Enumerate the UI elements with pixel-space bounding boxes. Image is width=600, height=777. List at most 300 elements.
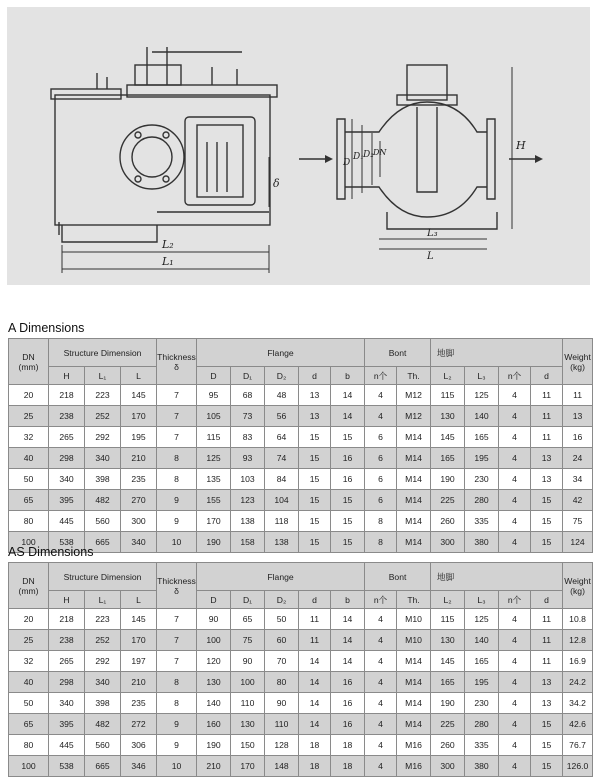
table-cell: 15 bbox=[331, 490, 365, 511]
table-cell: 83 bbox=[231, 427, 265, 448]
table-cell: 4 bbox=[365, 735, 397, 756]
table-cell: 13 bbox=[563, 406, 593, 427]
table-cell: 15 bbox=[531, 714, 563, 735]
table-cell: 13 bbox=[531, 448, 563, 469]
table-cell: 25 bbox=[9, 630, 49, 651]
table-cell: 125 bbox=[465, 385, 499, 406]
subheader-l1: L₁ bbox=[85, 591, 121, 609]
header-dn: DN (mm) bbox=[9, 339, 49, 385]
table-cell: 145 bbox=[431, 427, 465, 448]
subheader-d2: D₂ bbox=[265, 367, 299, 385]
table-cell: 395 bbox=[49, 490, 85, 511]
table-cell: 100 bbox=[9, 756, 49, 777]
subheader-th: Th. bbox=[397, 591, 431, 609]
table-cell: 50 bbox=[9, 693, 49, 714]
table-cell: 14 bbox=[331, 609, 365, 630]
table-row bbox=[9, 406, 593, 427]
table-cell: 265 bbox=[49, 427, 85, 448]
table-row bbox=[9, 630, 593, 651]
table-cell: 380 bbox=[465, 532, 499, 553]
table-cell: 340 bbox=[49, 469, 85, 490]
table-cell: 14 bbox=[331, 385, 365, 406]
subheader-d-small: d bbox=[299, 591, 331, 609]
table-cell: 90 bbox=[197, 609, 231, 630]
table-cell: M14 bbox=[397, 469, 431, 490]
table-cell: 105 bbox=[197, 406, 231, 427]
table-cell: 11 bbox=[531, 630, 563, 651]
table-cell: 165 bbox=[431, 672, 465, 693]
table-cell: 50 bbox=[9, 469, 49, 490]
table-cell: 665 bbox=[85, 756, 121, 777]
table-cell: 13 bbox=[299, 406, 331, 427]
table-cell: 130 bbox=[197, 672, 231, 693]
table-row bbox=[9, 714, 593, 735]
table-cell: 20 bbox=[9, 609, 49, 630]
table-cell: 7 bbox=[157, 385, 197, 406]
table-cell: 128 bbox=[265, 735, 299, 756]
right-outlet-flange bbox=[487, 119, 495, 199]
table-cell: 340 bbox=[85, 672, 121, 693]
label-d2: D₂ bbox=[363, 150, 374, 160]
table-cell: 16 bbox=[331, 469, 365, 490]
table-cell: 190 bbox=[197, 532, 231, 553]
table-cell: 340 bbox=[121, 532, 157, 553]
table-cell: 335 bbox=[465, 511, 499, 532]
table-cell: 210 bbox=[121, 672, 157, 693]
table-cell: 15 bbox=[299, 427, 331, 448]
table-cell: 15 bbox=[299, 448, 331, 469]
table-cell: 252 bbox=[85, 630, 121, 651]
table-cell: 8 bbox=[365, 511, 397, 532]
table-cell: 15 bbox=[531, 532, 563, 553]
table-cell: 4 bbox=[365, 714, 397, 735]
table-cell: 14 bbox=[299, 672, 331, 693]
table-cell: 15 bbox=[331, 511, 365, 532]
table-cell: 8 bbox=[157, 693, 197, 714]
table-cell: 155 bbox=[197, 490, 231, 511]
table-cell: 14 bbox=[299, 651, 331, 672]
table-cell: 170 bbox=[121, 630, 157, 651]
header-weight: Weight (kg) bbox=[563, 563, 593, 609]
table-cell: 280 bbox=[465, 490, 499, 511]
table-cell: M16 bbox=[397, 756, 431, 777]
table-cell: M12 bbox=[397, 385, 431, 406]
table-cell: 270 bbox=[121, 490, 157, 511]
table-cell: 7 bbox=[157, 630, 197, 651]
table-cell: 74 bbox=[265, 448, 299, 469]
table-cell: 7 bbox=[157, 406, 197, 427]
table-cell: 380 bbox=[465, 756, 499, 777]
table-cell: M12 bbox=[397, 406, 431, 427]
right-basket bbox=[417, 107, 437, 192]
table-cell: 10 bbox=[157, 756, 197, 777]
label-l: L bbox=[427, 251, 434, 262]
header-structure: Structure Dimension bbox=[49, 339, 157, 367]
table-cell: 195 bbox=[465, 448, 499, 469]
table-cell: 11 bbox=[299, 630, 331, 651]
table-cell: 16 bbox=[331, 693, 365, 714]
table-cell: 76.7 bbox=[563, 735, 593, 756]
table-cell: 4 bbox=[499, 427, 531, 448]
table-cell: 4 bbox=[365, 651, 397, 672]
subheader-l2: L₂ bbox=[431, 367, 465, 385]
table-cell: 145 bbox=[121, 385, 157, 406]
subheader-bolt-n: n个 bbox=[365, 367, 397, 385]
table-cell: 60 bbox=[265, 630, 299, 651]
table-cell: 170 bbox=[197, 511, 231, 532]
table-cell: 110 bbox=[265, 714, 299, 735]
table-cell: 100 bbox=[197, 630, 231, 651]
table-cell: 118 bbox=[265, 511, 299, 532]
label-delta: δ bbox=[273, 177, 280, 190]
table-cell: 138 bbox=[265, 532, 299, 553]
table-cell: 64 bbox=[265, 427, 299, 448]
table-cell: 165 bbox=[465, 651, 499, 672]
table-cell: 80 bbox=[9, 735, 49, 756]
table-cell: 15 bbox=[299, 469, 331, 490]
subheader-foot-n: n个 bbox=[499, 367, 531, 385]
table-cell: 34.2 bbox=[563, 693, 593, 714]
subheader-b: b bbox=[331, 591, 365, 609]
table-cell: 104 bbox=[265, 490, 299, 511]
table-cell: 56 bbox=[265, 406, 299, 427]
header-bont: Bont bbox=[365, 563, 431, 591]
table-cell: 218 bbox=[49, 609, 85, 630]
table-cell: 14 bbox=[331, 651, 365, 672]
table-row bbox=[9, 448, 593, 469]
left-top-flange bbox=[51, 89, 121, 99]
table-cell: 165 bbox=[465, 427, 499, 448]
table-cell: 482 bbox=[85, 490, 121, 511]
table-cell: 4 bbox=[499, 490, 531, 511]
table-cell: 4 bbox=[499, 469, 531, 490]
table-cell: 4 bbox=[365, 385, 397, 406]
subheader-th: Th. bbox=[397, 367, 431, 385]
table-cell: 14 bbox=[331, 406, 365, 427]
table-cell: 445 bbox=[49, 735, 85, 756]
table-cell: 138 bbox=[231, 511, 265, 532]
table-cell: M14 bbox=[397, 714, 431, 735]
subheader-foot-d: d bbox=[531, 591, 563, 609]
table-cell: 50 bbox=[265, 609, 299, 630]
table-cell: 9 bbox=[157, 714, 197, 735]
table-cell: 14 bbox=[331, 630, 365, 651]
label-l1: L₁ bbox=[162, 255, 174, 268]
table-cell: 15 bbox=[531, 490, 563, 511]
table-row bbox=[9, 672, 593, 693]
table-cell: 100 bbox=[9, 532, 49, 553]
table-cell: M10 bbox=[397, 609, 431, 630]
header-thickness: Thickness δ bbox=[157, 339, 197, 385]
subheader-h: H bbox=[49, 367, 85, 385]
table-cell: 158 bbox=[231, 532, 265, 553]
table-cell: M14 bbox=[397, 427, 431, 448]
table-cell: 9 bbox=[157, 511, 197, 532]
table-cell: 10.8 bbox=[563, 609, 593, 630]
table-cell: 140 bbox=[197, 693, 231, 714]
header-dn: DN (mm) bbox=[9, 563, 49, 609]
table-cell: 165 bbox=[431, 448, 465, 469]
table-cell: M14 bbox=[397, 448, 431, 469]
table-cell: 65 bbox=[9, 490, 49, 511]
table-cell: 65 bbox=[9, 714, 49, 735]
table-cell: 8 bbox=[365, 532, 397, 553]
header-weight: Weight (kg) bbox=[563, 339, 593, 385]
table-cell: 140 bbox=[465, 406, 499, 427]
table-cell: 190 bbox=[431, 693, 465, 714]
subheader-d1: D₁ bbox=[231, 591, 265, 609]
table-cell: 13 bbox=[299, 385, 331, 406]
table-cell: 4 bbox=[365, 630, 397, 651]
table-cell: M14 bbox=[397, 693, 431, 714]
table-cell: 34 bbox=[563, 469, 593, 490]
table-cell: 300 bbox=[121, 511, 157, 532]
table-cell: 190 bbox=[197, 735, 231, 756]
table-cell: M14 bbox=[397, 672, 431, 693]
subheader-d-small: d bbox=[299, 367, 331, 385]
table-cell: 75 bbox=[231, 630, 265, 651]
table-cell: 11 bbox=[531, 385, 563, 406]
table-row bbox=[9, 609, 593, 630]
table-cell: 272 bbox=[121, 714, 157, 735]
label-l2: L₂ bbox=[162, 238, 174, 251]
table-cell: 93 bbox=[231, 448, 265, 469]
table-cell: 148 bbox=[265, 756, 299, 777]
table-cell: 125 bbox=[465, 609, 499, 630]
table-cell: 9 bbox=[157, 735, 197, 756]
table-cell: 335 bbox=[465, 735, 499, 756]
table-cell: 73 bbox=[231, 406, 265, 427]
table-row bbox=[9, 427, 593, 448]
table-cell: 210 bbox=[121, 448, 157, 469]
table-cell: 15 bbox=[331, 532, 365, 553]
table-cell: 395 bbox=[49, 714, 85, 735]
table-cell: 15 bbox=[299, 532, 331, 553]
table-cell: 12.8 bbox=[563, 630, 593, 651]
table-cell: 4 bbox=[499, 735, 531, 756]
subheader-d2: D₂ bbox=[265, 591, 299, 609]
table-cell: 195 bbox=[465, 672, 499, 693]
table-cell: 340 bbox=[49, 693, 85, 714]
table-cell: 20 bbox=[9, 385, 49, 406]
table-cell: 16 bbox=[563, 427, 593, 448]
subheader-b: b bbox=[331, 367, 365, 385]
table-cell: 15 bbox=[531, 756, 563, 777]
table-cell: 68 bbox=[231, 385, 265, 406]
table-cell: 4 bbox=[499, 651, 531, 672]
table-cell: 260 bbox=[431, 511, 465, 532]
table-cell: M16 bbox=[397, 735, 431, 756]
table-cell: 124 bbox=[563, 532, 593, 553]
table-cell: 32 bbox=[9, 651, 49, 672]
table-cell: 230 bbox=[465, 693, 499, 714]
table-cell: 24 bbox=[563, 448, 593, 469]
table-cell: 42 bbox=[563, 490, 593, 511]
table-cell: 4 bbox=[499, 714, 531, 735]
table-cell: 235 bbox=[121, 469, 157, 490]
table-cell: 123 bbox=[231, 490, 265, 511]
table-cell: 4 bbox=[499, 693, 531, 714]
table-cell: 8 bbox=[157, 448, 197, 469]
table-cell: 25 bbox=[9, 406, 49, 427]
table-cell: 14 bbox=[299, 714, 331, 735]
table-cell: 225 bbox=[431, 490, 465, 511]
table-cell: 130 bbox=[231, 714, 265, 735]
label-d-outer: D bbox=[343, 158, 351, 168]
table-cell: 40 bbox=[9, 448, 49, 469]
table-cell: 16 bbox=[331, 714, 365, 735]
table-cell: 560 bbox=[85, 735, 121, 756]
table-cell: 160 bbox=[197, 714, 231, 735]
table-cell: 538 bbox=[49, 532, 85, 553]
header-structure: Structure Dimension bbox=[49, 563, 157, 591]
table-cell: 4 bbox=[365, 609, 397, 630]
table-cell: 150 bbox=[231, 735, 265, 756]
table-cell: 482 bbox=[85, 714, 121, 735]
table-cell: 80 bbox=[9, 511, 49, 532]
table-cell: 16 bbox=[331, 672, 365, 693]
table-cell: 9 bbox=[157, 490, 197, 511]
table-cell: 306 bbox=[121, 735, 157, 756]
table-cell: 298 bbox=[49, 672, 85, 693]
table-cell: 4 bbox=[499, 511, 531, 532]
technical-drawing bbox=[7, 7, 590, 285]
table-cell: 197 bbox=[121, 651, 157, 672]
label-d1: D₁ bbox=[353, 152, 364, 162]
table-row bbox=[9, 651, 593, 672]
table-cell: 235 bbox=[121, 693, 157, 714]
table-cell: 103 bbox=[231, 469, 265, 490]
table-cell: 90 bbox=[231, 651, 265, 672]
table-cell: 230 bbox=[465, 469, 499, 490]
table-cell: 100 bbox=[231, 672, 265, 693]
table-cell: 218 bbox=[49, 385, 85, 406]
table-cell: 4 bbox=[499, 756, 531, 777]
table-cell: 135 bbox=[197, 469, 231, 490]
table-cell: 238 bbox=[49, 630, 85, 651]
table-cell: 11 bbox=[531, 609, 563, 630]
table-cell: 6 bbox=[365, 490, 397, 511]
table-cell: 40 bbox=[9, 672, 49, 693]
table-cell: M14 bbox=[397, 532, 431, 553]
table-cell: 398 bbox=[85, 693, 121, 714]
table-cell: 238 bbox=[49, 406, 85, 427]
table-row bbox=[9, 532, 593, 553]
table-cell: 300 bbox=[431, 756, 465, 777]
table-cell: 445 bbox=[49, 511, 85, 532]
table-cell: 210 bbox=[197, 756, 231, 777]
table-cell: 130 bbox=[431, 406, 465, 427]
table-cell: 4 bbox=[499, 448, 531, 469]
table-cell: 4 bbox=[499, 406, 531, 427]
table-cell: 560 bbox=[85, 511, 121, 532]
table-cell: 292 bbox=[85, 427, 121, 448]
header-flange: Flange bbox=[197, 563, 365, 591]
table-cell: 130 bbox=[431, 630, 465, 651]
table-cell: 16 bbox=[331, 448, 365, 469]
table-cell: 14 bbox=[299, 693, 331, 714]
subheader-foot-d: d bbox=[531, 367, 563, 385]
table-cell: 538 bbox=[49, 756, 85, 777]
table-cell: 13 bbox=[531, 672, 563, 693]
table-cell: 84 bbox=[265, 469, 299, 490]
table-cell: 75 bbox=[563, 511, 593, 532]
table-cell: 11 bbox=[531, 406, 563, 427]
table-cell: 80 bbox=[265, 672, 299, 693]
label-h: H bbox=[516, 139, 526, 152]
table-cell: 8 bbox=[157, 469, 197, 490]
table-cell: 13 bbox=[531, 693, 563, 714]
table-cell: 18 bbox=[299, 756, 331, 777]
table-cell: 4 bbox=[499, 385, 531, 406]
table-row bbox=[9, 735, 593, 756]
table-cell: 4 bbox=[499, 609, 531, 630]
subheader-bolt-n: n个 bbox=[365, 591, 397, 609]
table-cell: 110 bbox=[231, 693, 265, 714]
table-row bbox=[9, 385, 593, 406]
table-cell: 6 bbox=[365, 427, 397, 448]
subheader-l3: L₃ bbox=[465, 591, 499, 609]
table-cell: 32 bbox=[9, 427, 49, 448]
subheader-foot-n: n个 bbox=[499, 591, 531, 609]
table-row bbox=[9, 469, 593, 490]
subheader-d1: D₁ bbox=[231, 367, 265, 385]
table-cell: 125 bbox=[197, 448, 231, 469]
header-foot: 地脚 bbox=[431, 563, 563, 591]
table-cell: 11 bbox=[563, 385, 593, 406]
table-cell: 115 bbox=[431, 609, 465, 630]
dimensions-table-as bbox=[8, 562, 593, 777]
subheader-d: D bbox=[197, 367, 231, 385]
table-cell: 4 bbox=[365, 693, 397, 714]
table-cell: 18 bbox=[299, 735, 331, 756]
table-cell: M10 bbox=[397, 630, 431, 651]
table-cell: 4 bbox=[365, 406, 397, 427]
section-title-a: A Dimensions bbox=[8, 321, 85, 335]
table-cell: 15 bbox=[299, 511, 331, 532]
table-cell: 16.9 bbox=[563, 651, 593, 672]
table-cell: 7 bbox=[157, 609, 197, 630]
table-cell: 252 bbox=[85, 406, 121, 427]
table-cell: 195 bbox=[121, 427, 157, 448]
table-cell: 4 bbox=[365, 672, 397, 693]
subheader-l: L bbox=[121, 591, 157, 609]
table-cell: 665 bbox=[85, 532, 121, 553]
label-dn: DN bbox=[373, 148, 387, 157]
table-cell: 260 bbox=[431, 735, 465, 756]
subheader-l2: L₂ bbox=[431, 591, 465, 609]
left-inlet-circle bbox=[120, 125, 184, 189]
table-cell: 4 bbox=[499, 630, 531, 651]
table-cell: M14 bbox=[397, 511, 431, 532]
subheader-l3: L₃ bbox=[465, 367, 499, 385]
table-cell: 6 bbox=[365, 469, 397, 490]
table-cell: 42.6 bbox=[563, 714, 593, 735]
table-cell: 170 bbox=[231, 756, 265, 777]
table-cell: 170 bbox=[121, 406, 157, 427]
table-cell: 126.0 bbox=[563, 756, 593, 777]
header-bont: Bont bbox=[365, 339, 431, 367]
table-cell: 24.2 bbox=[563, 672, 593, 693]
table-cell: 292 bbox=[85, 651, 121, 672]
subheader-l: L bbox=[121, 367, 157, 385]
table-cell: 265 bbox=[49, 651, 85, 672]
table-cell: 346 bbox=[121, 756, 157, 777]
table-cell: 145 bbox=[121, 609, 157, 630]
table-cell: 7 bbox=[157, 427, 197, 448]
table-cell: 95 bbox=[197, 385, 231, 406]
table-cell: 115 bbox=[431, 385, 465, 406]
